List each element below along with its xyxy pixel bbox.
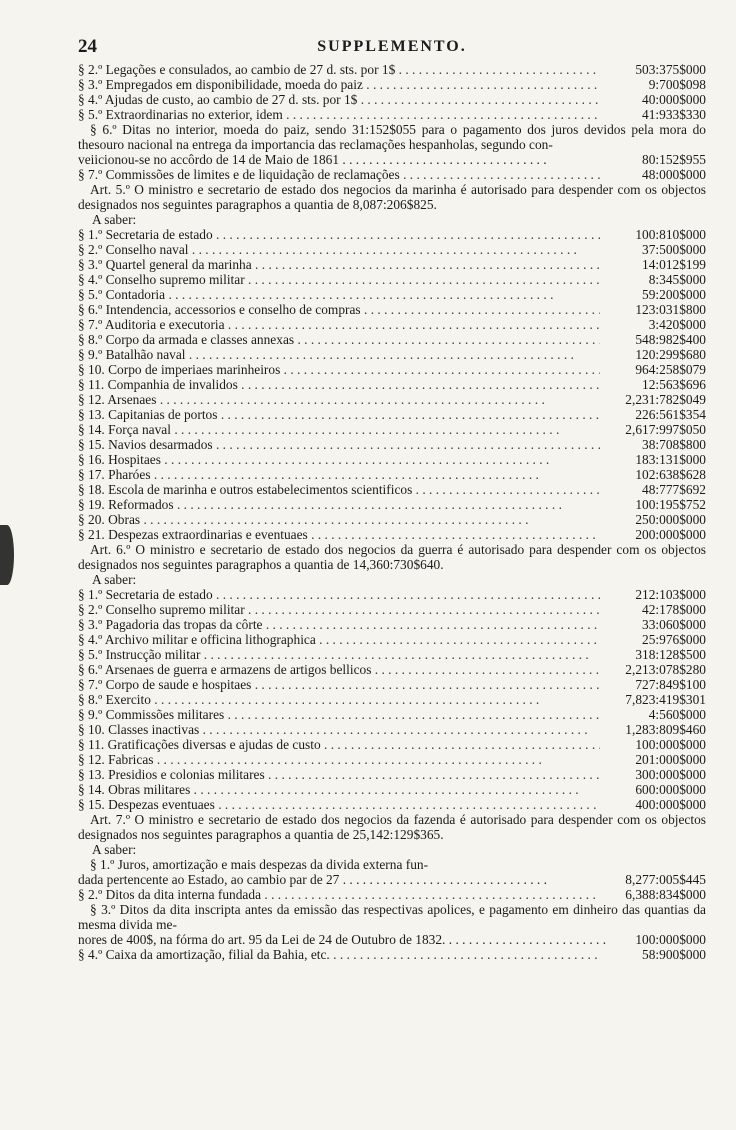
list-item: § 5.º Extraordinarias no exterior, idem . . . 41:933$330 xyxy=(78,107,706,122)
list-item: § 19. Reformados . . . 100:195$752 xyxy=(78,497,706,512)
list-item: § 2.º Conselho naval . . . 37:500$000 xyxy=(78,242,706,257)
list-item: § 8.º Corpo da armada e classes annexas . . . 548:982$400 xyxy=(78,332,706,347)
list-item: § 2.º Legações e consulados, ao cambio de 27 d. sts. por 1$ . . . 503:375$000 xyxy=(78,62,706,77)
list-item: § 9.º Batalhão naval . . . 120:299$680 xyxy=(78,347,706,362)
list-item: § 3.º Empregados em disponibilidade, moeda do paiz . . . 9:700$098 xyxy=(78,77,706,92)
article-6-items xyxy=(78,587,706,812)
article-7-p1-text: § 1.º Juros, amortização e mais despezas da divida externa fun- xyxy=(90,857,429,872)
list-item: § 2.º Ditos da dita interna fundada . . . 6,388:834$000 xyxy=(78,887,706,902)
list-item: § 6.º Intendencia, accessorios e conselho de compras . . . 123:031$800 xyxy=(78,302,706,317)
article-6-a-saber: A saber: xyxy=(92,572,137,587)
article-5-text: Art. 5.º O ministro e secretario de estado dos negocios da marinha é autorisado para despender com os objectos designados nos seguintes paragraphos a quantia de 8,087:206$825. xyxy=(78,182,706,212)
list-item: § 8.º Exercito . . . 7,823:419$301 xyxy=(78,692,706,707)
article-7-p3-text: § 3.º Ditos da dita inscripta antes da emissão das respectivas apolices, e pagamento em dinheiro das quantias da mesma divida me- xyxy=(78,902,706,932)
page-number: 24 xyxy=(78,36,97,57)
list-item: § 21. Despezas extraordinarias e eventuaes . . . 200:000$000 xyxy=(78,527,706,542)
list-item: § 4.º Archivo militar e officina lithographica . . . 25:976$000 xyxy=(78,632,706,647)
list-item: § 1.º Secretaria de estado . . . 212:103$000 xyxy=(78,587,706,602)
list-item: § 7.º Corpo de saude e hospitaes . . . 727:849$100 xyxy=(78,677,706,692)
article-7-p3-total: nores de 400$, na fórma do art. 95 da Lei de 24 de Outubro de 1832. . . . 100:000$000 xyxy=(78,932,706,947)
article-6-text: Art. 6.º O ministro e secretario de estado dos negocios da guerra é autorisado para despender com os objectos designados nos seguintes paragraphos a quantia de 14,360:730$640. xyxy=(78,542,706,572)
list-item: § 7.º Commissões de limites e de liquidação de reclamações . . . 48:000$000 xyxy=(78,167,706,182)
list-item: § 10. Corpo de imperiaes marinheiros . . . 964:258$079 xyxy=(78,362,706,377)
list-item: § 18. Escola de marinha e outros estabelecimentos scientificos . . . 48:777$692 xyxy=(78,482,706,497)
list-item: § 7.º Auditoria e executoria . . . 3:420$000 xyxy=(78,317,706,332)
paragraph-6-text: § 6.º Ditas no interior, moeda do paiz, sendo 31:152$055 para o pagamento dos juros devidos pela mora do thesouro nacional na entrega da importancia das reclamações hespanholas, segundo con- xyxy=(78,122,706,152)
list-item: § 12. Fabricas . . . 201:000$000 xyxy=(78,752,706,767)
page-title: SUPPLEMENTO. xyxy=(317,38,467,55)
list-item: § 4.º Caixa da amortização, filial da Bahia, etc. . . . 58:900$000 xyxy=(78,947,706,962)
list-item: § 20. Obras . . . 250:000$000 xyxy=(78,512,706,527)
document-page xyxy=(78,36,706,962)
list-item: § 15. Navios desarmados . . . 38:708$800 xyxy=(78,437,706,452)
ink-blot xyxy=(0,525,14,585)
list-item: § 12. Arsenaes . . . 2,231:782$049 xyxy=(78,392,706,407)
list-item: § 4.º Ajudas de custo, ao cambio de 27 d. sts. por 1$ . . . 40:000$000 xyxy=(78,92,706,107)
list-item: § 9.º Commissões militares . . . 4:560$000 xyxy=(78,707,706,722)
list-item: § 5.º Instrucção militar . . . 318:128$500 xyxy=(78,647,706,662)
list-item: § 14. Força naval . . . 2,617:997$050 xyxy=(78,422,706,437)
list-item: § 3.º Quartel general da marinha . . . 14:012$199 xyxy=(78,257,706,272)
list-item: § 4.º Conselho supremo militar . . . 8:345$000 xyxy=(78,272,706,287)
list-item: § 13. Capitanias de portos . . . 226:561$354 xyxy=(78,407,706,422)
list-item: § 11. Gratificações diversas e ajudas de custo . . . 100:000$000 xyxy=(78,737,706,752)
paragraph-6-total: veiicionou-se no accôrdo de 14 de Maio de 1861 . . . 80:152$955 xyxy=(78,152,706,167)
list-item: § 16. Hospitaes . . . 183:131$000 xyxy=(78,452,706,467)
article-7-p1-total: dada pertencente ao Estado, ao cambio par de 27 . . . 8,277:005$445 xyxy=(78,872,706,887)
list-item: § 10. Classes inactivas . . . 1,283:809$460 xyxy=(78,722,706,737)
list-item: § 17. Pharóes . . . 102:638$628 xyxy=(78,467,706,482)
list-item: § 6.º Arsenaes de guerra e armazens de artigos bellicos . . . 2,213:078$280 xyxy=(78,662,706,677)
article-5-items xyxy=(78,227,706,542)
article-5-a-saber: A saber: xyxy=(92,212,137,227)
article-7-a-saber: A saber: xyxy=(92,842,137,857)
article-7-text: Art. 7.º O ministro e secretario de estado dos negocios da fazenda é autorisado para despender com os objectos designados nos seguintes paragraphos a quantia de 25,142:129$365. xyxy=(78,812,706,842)
list-item: § 14. Obras militares . . . 600:000$000 xyxy=(78,782,706,797)
list-item: § 1.º Secretaria de estado . . . 100:810$000 xyxy=(78,227,706,242)
list-item: § 3.º Pagadoria das tropas da côrte . . . 33:060$000 xyxy=(78,617,706,632)
list-item: § 13. Presidios e colonias militares . . . 300:000$000 xyxy=(78,767,706,782)
list-item: § 11. Companhia de invalidos . . . 12:563$696 xyxy=(78,377,706,392)
list-item: § 2.º Conselho supremo militar . . . 42:178$000 xyxy=(78,602,706,617)
list-item: § 5.º Contadoria . . . 59:200$000 xyxy=(78,287,706,302)
list-item: § 15. Despezas eventuaes . . . 400:000$000 xyxy=(78,797,706,812)
page-header xyxy=(78,36,706,62)
